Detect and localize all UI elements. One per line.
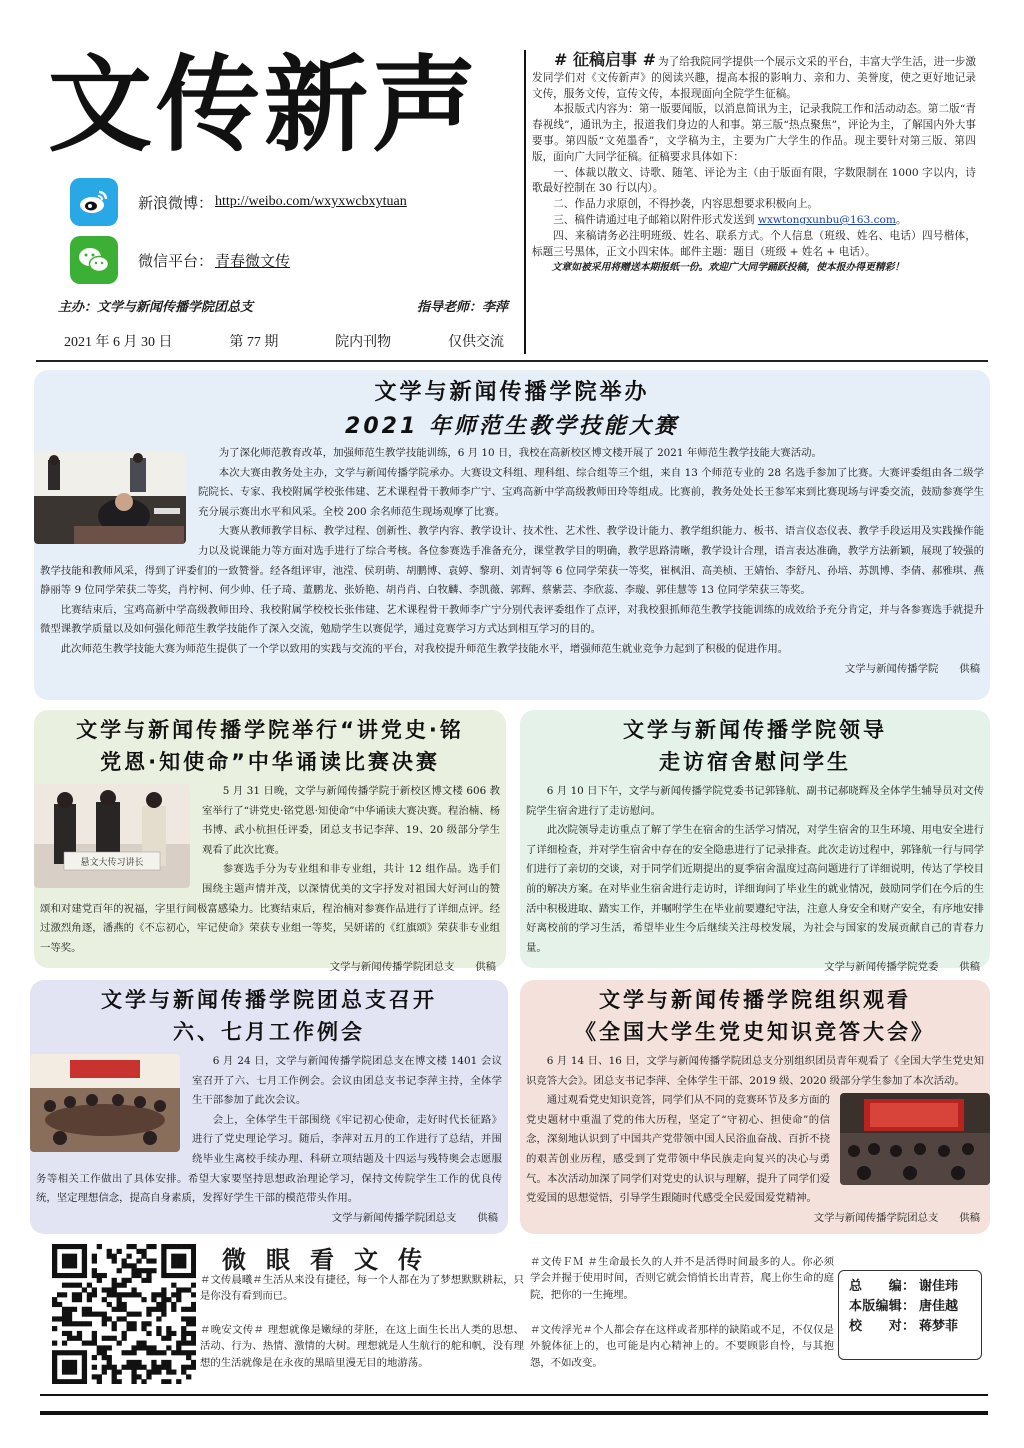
article1-p1: 为了深化师范教育改革，加强师范生教学技能训练，6 月 10 日，我校在高新校区博文楼开展了 2021 年师范生教学技能大赛活动。: [218, 447, 822, 459]
article4-title-line1: 文学与新闻传播学院团总支召开: [101, 988, 437, 1012]
article4-title-line2: 六、七月工作例会: [173, 1020, 365, 1044]
article3-p2: 此次院领导走访重点了解了学生在宿舍的生活学习情况，对学生宿舍的卫生环境、用电安全进行了详细检查，并对学生宿舍中存在的安全隐患进行了记录排查。此次走访过程中，郭锋航一行与同学们进行了亲切的交谈，对于同学们近期提出的夏季宿舍温度过高问题进行了详细说明，传达了学校目前的解决方案。在对毕业生宿舍进行走访时，详细询问了毕业生的就业情况，鼓励同学们在今后的生活中积极进取、踏实工作，并嘱咐学生在毕业前要遵纪守法，注意人身安全和财产安全，有序地安排好离校前的学习生活，希望毕业生今后继续关注母校发展，为社会与国家的发展贡献自己的青春力量。: [526, 824, 984, 954]
article3-title-line1: 文学与新闻传播学院领导: [623, 718, 887, 742]
editor-proof-row: [849, 1317, 971, 1337]
article5-title-line2: 《全国大学生党史知识竞答大会》: [575, 1020, 935, 1044]
snippet-fm: ＃文传ＦＭ ＃生命最长久的人并不是活得时间最多的人。你必须学会并握于使用时间，否则它就会悄悄长出青苔，爬上你生命的庭院，把你的一生掩埋。: [530, 1256, 834, 1301]
wechat-label: 微信平台：: [138, 251, 214, 270]
advisor: 指导老师：李萍: [416, 300, 508, 315]
editor-page: 唐佳越: [919, 1299, 959, 1314]
bottom-rule-thin: [40, 1394, 988, 1396]
article4-p2: 会上，全体学生干部围绕《牢记初心使命，走好时代长征路》进行了党史理论学习。随后，李萍对五月的工作进行了总结，并围绕毕业生离校手续办理、科研立项结题及十四运与残特奥会志愿服务等相关工作做出了具体安排。希望大家要坚持思想政治理论学习，保持文传院学生工作的优良传统，坚定理想信念，提高自身素质，发挥好学生干部的模范带头作用。: [36, 1113, 502, 1205]
bottom-rule-thick: [40, 1411, 988, 1415]
article2-title-line1: 文学与新闻传播学院举行“讲党史·铭: [76, 718, 464, 742]
editor-proof: 蒋梦菲: [919, 1319, 959, 1334]
snippet-goodnight: ＃晚安文传＃ 理想就像是嫩绿的芽胚，在这上面生长出人类的思想、活动、行为、热情、激情的大树。理想就是人生航行的舵和帆，没有理想的生活就像是在永夜的黑暗里漫无目的地游荡。: [200, 1324, 524, 1369]
editor-page-row: [849, 1297, 971, 1317]
article5-p2: 通过观看党史知识竞答，同学们从不同的竞赛环节及多方面的党史题材中重温了党的伟大历程，坚定了“守初心、担使命”的信念，深刻地认识到了中国共产党带领中国人民浴血奋战、百折不挠的艰苦创业历程，感受到了党带领中华民族走向复兴的决心与勇气。本次活动加深了同学们对党史的认识与理解，提升了同学们爱党爱国的思想觉悟，引导学生跟随时代感受全民爱国爱党精神。: [526, 1094, 830, 1205]
sponsor-line: [58, 296, 508, 315]
issue-scope: 院内刊物: [335, 335, 392, 350]
submission-email-link[interactable]: wxwtongxunbu@163.com: [757, 213, 896, 226]
article2-title-line2: 党恩·知使命”中华诵读比赛决赛: [100, 750, 440, 774]
article5-title-line1: 文学与新闻传播学院组织观看: [599, 988, 911, 1012]
masthead-divider: [524, 50, 526, 354]
article-teaching-skills: [34, 370, 990, 700]
article1-title-line2: 2021 年师范生教学技能大赛: [345, 414, 679, 439]
article2-title: [40, 710, 500, 778]
article1-p2: 本次大赛由教务处主办，文学与新闻传播学院承办。大赛设文科组、理科组、综合组等三个组，来自 13 个师范专业的 28 名选手参加了比赛。大赛评委组由各二级学院院长、专家、我校附属学校张伟建、艺术课程骨干教师李广宁、宝鸡高新中学高级教师田玲等组成。比赛前，教务处处长王参军来到比赛现场与评委交流，鼓励参赛学生充分展示赛出水平和风采。全校 200 余名师范生现场观摩了比赛。: [198, 466, 984, 518]
article1-title: [40, 370, 984, 444]
article3-p1: 6 月 10 日下午，文学与新闻传播学院党委书记郭锋航、副书记郝晓辉及全体学生辅导员对文传院学生宿舍进行了走访慰问。: [526, 785, 984, 817]
article-recitation-contest: [34, 710, 506, 974]
call-p5-text: 三、稿件请通过电子邮箱以附件形式发送到: [553, 213, 758, 226]
top-rule: [36, 360, 988, 362]
banner-text: 悬文大传习讲长: [80, 858, 144, 868]
article5-credit: 文学与新闻传播学院团总支 供稿: [813, 1211, 980, 1224]
article5-title: [526, 980, 984, 1048]
call-closing: 文章如被采用将赠送本期报纸一份。欢迎广大同学踊跃投稿，使本报办得更精彩！: [551, 262, 905, 274]
wechat-link[interactable]: 青春微文传: [215, 251, 291, 270]
article5-photo: [840, 1093, 990, 1185]
article-work-meeting: [30, 980, 508, 1234]
issue-line: [64, 331, 504, 351]
call-for-papers: [532, 52, 976, 276]
call-p5: [532, 213, 976, 229]
article5-p1: 6 月 14 日、16 日，文学与新闻传播学院团总支分别组织团员青年观看了《全国大学生党史知识竞答大会》。团总支书记李萍、全体学生干部、2019 级、2020 级部分学生参加了本次活动。: [526, 1055, 984, 1087]
article1-p3: 大赛从教师教学目标、教学过程、创新性、教学内容、教学设计、技术性、艺术性、教学设计能力、教学组织能力、板书、语言仪态仪表、教学手段运用及实践操作能力以及说课能力等方面对选手进行了综合考核。各位参赛选手准备充分，课堂教学目的明确，教学思路清晰，教学设计合理，语言表达准确，教学方法新颖，展现了较强的教学技能和教师风采，得到了评委们的一致赞誉。经各组评审，池滢、侯玥萌、胡鹏博、袁婷、黎玥、刘青轲等 6 位同学荣获一等奖，崔枫泪、高美桢、王婧怡、李舒凡、孙培、苏凯博、李倩、郝雅琪、燕静丽等 9 位同学荣获二等奖，肖柠柯、何少帅、任子琦、董鹏龙、张娇艳、胡肖肖、白牧麟、李凯薇、郭辉、蔡紫芸、李欣蕊、李璇、郭佳慧等 13 位同学荣获三等奖。: [40, 525, 984, 597]
article4-credit: 文学与新闻传播学院团总支 供稿: [331, 1211, 498, 1224]
issue-number: 第 77 期: [229, 335, 279, 350]
article3-credit: 文学与新闻传播学院党委 供稿: [824, 961, 980, 974]
article2-credit: 文学与新闻传播学院团总支 供稿: [329, 961, 496, 974]
article3-title-line2: 走访宿舍慰问学生: [659, 750, 851, 774]
editor-chief-row: [849, 1277, 971, 1297]
article3-title: [526, 710, 984, 778]
qr-code[interactable]: [52, 1244, 196, 1384]
issue-date: 2021 年 6 月 30 日: [64, 335, 173, 350]
snippet-fuguang: ＃文传浮光＃个人都会存在这样或者那样的缺陷或不足，不仅仅是外貌体征上的，也可能是内心精神上的。不要顾影自怜，与其抱怨，不如改变。: [530, 1324, 834, 1369]
editors-box: [838, 1270, 982, 1360]
editor-chief-label: 总 编：: [849, 1279, 915, 1294]
article2-p2: 参赛选手分为专业组和非专业组，共计 12 组作品。选手们围绕主题声情并茂，以深情优美的文字抒发对祖国大好河山的赞颂和对建党百年的祝福，字里行间极富感染力。比赛结束后，程治楠对参赛作品进行了详细点评。经过激烈角逐，潘燕的《不忘初心，牢记使命》荣获专业组一等奖，吴妍诺的《红旗颂》荣获非专业组一等奖。: [40, 863, 500, 954]
weibo-link[interactable]: http://weibo.com/wxyxwcbxytuan: [215, 194, 407, 209]
issue-circulation: 仅供交流: [447, 335, 504, 350]
weibo-row: [70, 178, 510, 226]
article4-title: [36, 980, 502, 1048]
article2-p1: 5 月 31 日晚，文学与新闻传播学院于新校区博文楼 606 教室举行了“讲党史·铭党恩·知使命”中华诵读大赛决赛。程治楠、杨书博、武小杭担任评委，团总支书记李萍、19、20 级部分学生观看了此次比赛。: [202, 785, 500, 856]
article1-photo: [34, 452, 186, 544]
article4-photo: [30, 1054, 180, 1152]
snippet-morning: ＃文传晨曦＃生活从来没有捷径，每一个人都在为了梦想默默耕耘，只是你没有看到而已。: [200, 1274, 524, 1303]
weibo-label: 新浪微博：: [138, 193, 214, 212]
wechat-icon: [70, 236, 118, 284]
article2-photo: [34, 784, 190, 888]
weiyan-section-title: 微眼看文传: [222, 1246, 442, 1274]
call-p1: 为了给我院同学提供一个展示文采的平台，丰富大学生活，进一步激发同学们对《文传新声》的阅读兴趣，提高本报的影响力、亲和力、美誉度，使之更好地记录文传，服务文传，宣传文传，本报现面向全院学生征稿。: [532, 56, 976, 100]
article1-p5: 此次师范生教学技能大赛为师范生提供了一个学以致用的实践与交流的平台，对我校提升师范生教学技能水平，增强师范生就业竞争力起到了积极的促进作用。: [60, 642, 789, 655]
call-p4: 二、作品力求原创，不得抄袭，内容思想要求积极向上。: [553, 198, 819, 211]
article4-p1: 6 月 24 日，文学与新闻传播学院团总支在博文楼 1401 会议室召开了六、七月工作例会。会议由团总支书记李萍主持，全体学生干部参加了此次会议。: [192, 1055, 502, 1107]
article1-title-line1: 文学与新闻传播学院举办: [374, 380, 650, 405]
article1-p4: 比赛结束后，宝鸡高新中学高级教师田玲、我校附属学校校长张伟建、艺术课程骨干教师李广宁分别代表评委组作了点评，对我校狠抓师范生教学技能训练的成效给予充分肯定，并与各参赛选手就提升微型课教学质量以及如何强化师范生教学技能作了深入交流，勉励学生以赛促学，通过竞赛学习方式达到相互学习的目的。: [40, 603, 984, 636]
editor-page-label: 本版编辑：: [849, 1299, 915, 1314]
call-heading: # 征稿启事 #: [554, 50, 656, 69]
newspaper-title: 文传新声: [48, 43, 481, 166]
article-history-quiz: [520, 980, 990, 1234]
weibo-icon: [70, 178, 118, 226]
article-dorm-visit: [520, 710, 990, 974]
sponsor: 主办：文学与新闻传播学院团总支: [58, 300, 254, 315]
wechat-row: [70, 236, 510, 284]
article1-credit: 文学与新闻传播学院 供稿: [844, 662, 980, 675]
call-p5-end: 。: [895, 213, 907, 226]
call-p6: 四、来稿请务必注明班级、姓名、联系方式。个人信息（班级、姓名、电话）四号楷体，标题三号黑体，正文小四宋体。邮件主题：题目（班级 + 姓名 + 电话）。: [532, 229, 976, 258]
editor-chief: 谢佳玮: [919, 1279, 959, 1294]
call-p3: 一、体裁以散文、诗歌、随笔、评论为主（由于版面有限，字数限制在 1000 字以内，诗歌最好控制在 30 行以内）。: [532, 166, 976, 195]
call-p2: 本报版式内容为：第一版要闻版，以消息简讯为主，记录我院工作和活动动态。第二版“青春视线”，通讯为主，报道我们身边的人和事。第三版“热点聚焦”，评论为主，了解国内外大事要事。第四版“文苑墨香”，文学稿为主，主要为广大学生的作品。现主要针对第三版、第四版，面向广大同学征稿。征稿要求具体如下：: [532, 103, 976, 163]
editor-proof-label: 校 对：: [849, 1319, 915, 1334]
